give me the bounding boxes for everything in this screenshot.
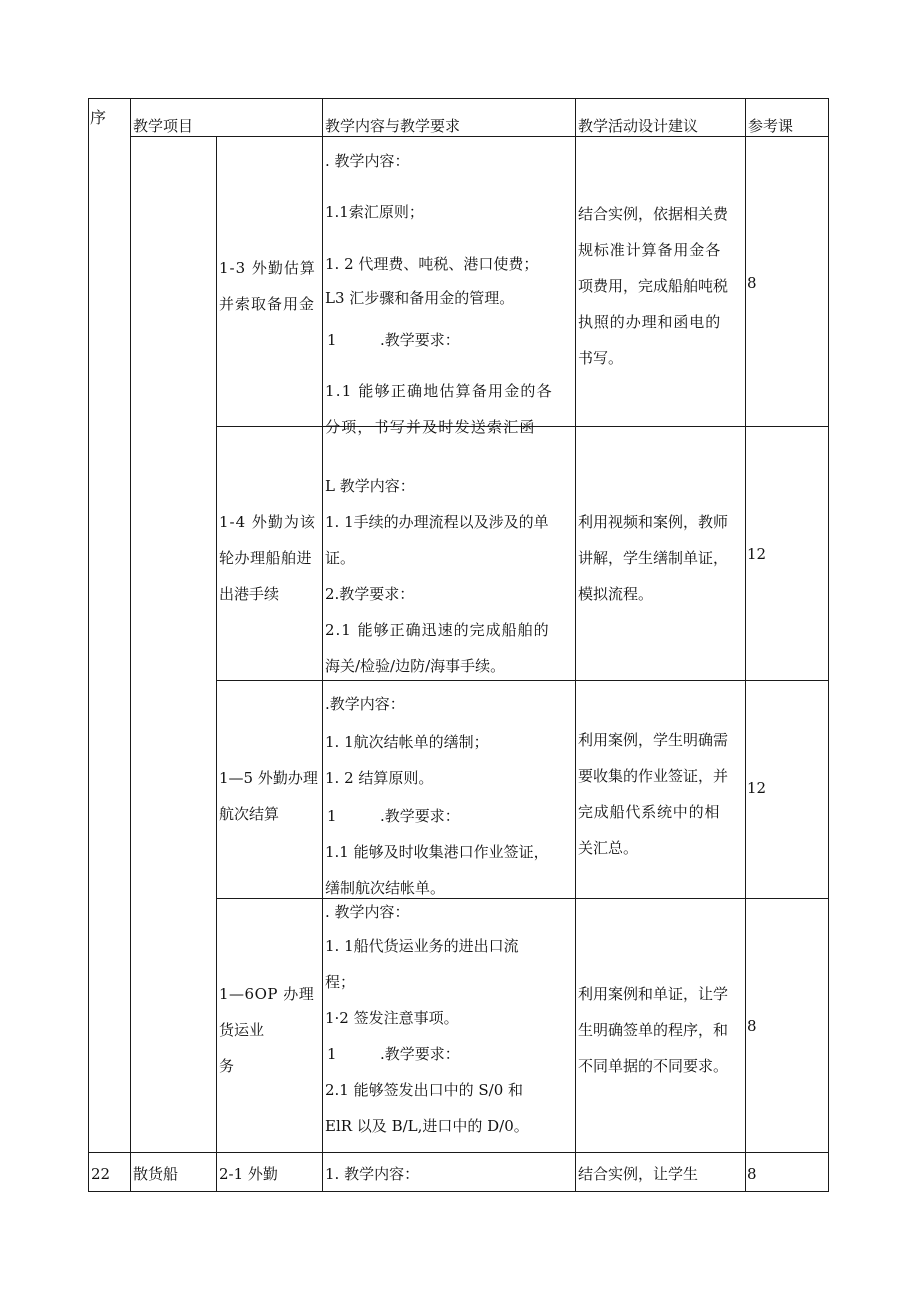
row-1-content-line-3: 1. 2 代理费、吨税、港口使费； [325,255,539,273]
row-5-hours: 8 [747,1165,757,1183]
row-1-subproject-line-2: 并索取备用金 [219,295,316,313]
row-3-content-line-4: 1 [327,807,337,825]
row-4-bottom-border [88,1152,829,1153]
row-4-activity-line-1: 利用案例和单证，让学 [578,985,729,1003]
row-5-content-line-1: 1. 教学内容： [325,1165,420,1183]
row-4-activity-line-2: 生明确签单的程序，和 [578,1021,729,1039]
row-4-content-line-4: 1·2 签发注意事项。 [325,1009,459,1027]
row-4-content-line-7: 2.1 能够签发出口中的 S/0 和 [325,1081,524,1099]
row-4-content-line-8: ElR 以及 B/L,进口中的 D/0。 [325,1117,529,1135]
row-1-content-line-6: .教学要求： [380,331,460,349]
row-3-activity-line-3: 完成船代系统中的相 [578,803,721,821]
row-1-content-line-5: 1 [327,331,337,349]
row-5-seq: 22 [91,1165,111,1183]
row-3-activity-line-1: 利用案例，学生明确需 [578,731,729,749]
header-activity: 教学活动设计建议 [578,117,699,135]
row-1-content-line-1: . 教学内容： [325,152,410,170]
table-bottom-border [88,1191,829,1192]
row-3-activity-line-4: 关汇总。 [578,839,639,857]
col-border-right [828,98,829,1192]
header-project: 教学项目 [133,117,194,135]
row-1-activity-line-3: 项费用，完成船舶吨税 [578,277,729,295]
row-2-content-line-2: 1. 1手续的办理流程以及涉及的单 [325,513,549,531]
row-2-hours: 12 [747,545,767,563]
row-4-content-line-2: 1. 1船代货运业务的进出口流 [325,937,519,955]
row-3-subproject-line-2: 航次结算 [219,805,280,823]
row-1-content-line-4: L3 汇步骤和备用金的管理。 [325,289,515,307]
row-1-activity-line-4: 执照的办理和函电的 [578,313,722,331]
col-border-content [575,98,576,1192]
row-2-content-line-6: 海关/检验/边防/海事手续。 [325,657,506,675]
row-1-hours: 8 [747,274,757,292]
row-4-content-line-6: .教学要求： [380,1045,460,1063]
header-hours: 参考课 [748,117,794,135]
row-1-content-line-8: 分项，书写并及时发送索汇函 [325,418,536,436]
row-3-content-line-1: .教学内容： [325,695,405,713]
col-border-seq [130,98,131,1192]
row-1-activity-line-5: 书写。 [578,349,624,367]
row-2-bottom-border [216,680,829,681]
row-5-project: 散货船 [133,1165,179,1183]
header-seq: 序 [90,108,107,127]
row-4-content-line-3: 程； [325,973,356,991]
row-3-content-line-5: .教学要求： [380,807,460,825]
row-2-activity-line-2: 讲解，学生缮制单证， [578,549,729,567]
col-border-activity [745,98,746,1192]
col-border-project [216,136,217,1192]
row-2-content-line-5: 2.1 能够正确迅速的完成船舶的 [325,621,550,639]
row-2-activity-line-3: 模拟流程。 [578,585,654,603]
row-4-activity-line-3: 不同单据的不同要求。 [578,1057,729,1075]
row-4-subproject-line-2: 货运业 [219,1021,265,1039]
row-1-content-cell [323,137,575,436]
row-3-subproject-line-1: 1—5 外勤办理 [219,769,318,787]
row-3-hours: 12 [747,779,767,797]
row-1-activity-line-2: 规标准计算备用金各 [578,241,722,259]
table-top-border [88,98,829,99]
row-3-content-line-7: 缮制航次结帐单。 [325,879,446,897]
row-4-content-line-5: 1 [327,1045,337,1063]
row-1-content-line-7: 1.1 能够正确地估算备用金的各 [325,382,553,400]
row-2-subproject-line-2: 轮办理船舶进 [219,549,313,567]
row-4-content-line-1: . 教学内容： [325,903,410,921]
row-5-activity-line-1: 结合实例，让学生 [578,1165,699,1183]
row-2-subproject-line-1: 1-4 外勤为该 [219,513,316,531]
row-4-hours: 8 [747,1017,757,1035]
row-3-activity-line-2: 要收集的作业签证，并 [578,767,729,785]
header-content: 教学内容与教学要求 [325,117,461,135]
row-2-content-line-3: 证。 [325,549,356,567]
row-3-content-line-2: 1. 1航次结帐单的缮制； [325,733,489,751]
row-4-subproject-line-3: 务 [219,1057,235,1075]
row-1-activity-line-1: 结合实例，依据相关费 [578,205,729,223]
row-1-subproject-line-1: 1-3 外勤估算 [219,259,316,277]
row-4-subproject-line-1: 1—6OP 办理 [219,985,315,1003]
row-3-content-line-3: 1. 2 结算原则。 [325,769,434,787]
row-2-content-line-4: 2.教学要求： [325,585,415,603]
row-2-content-line-1: L 教学内容： [325,477,415,495]
row-5-subproject-line-1: 2-1 外勤 [219,1165,278,1183]
row-3-content-line-6: 1.1 能够及时收集港口作业签证， [325,843,549,861]
row-2-activity-line-1: 利用视频和案例，教师 [578,513,729,531]
row-3-bottom-border [216,898,829,899]
row-2-subproject-line-3: 出港手续 [219,585,280,603]
col-border-left [88,98,89,1192]
row-1-content-line-2: 1.1索汇原则； [325,203,424,221]
